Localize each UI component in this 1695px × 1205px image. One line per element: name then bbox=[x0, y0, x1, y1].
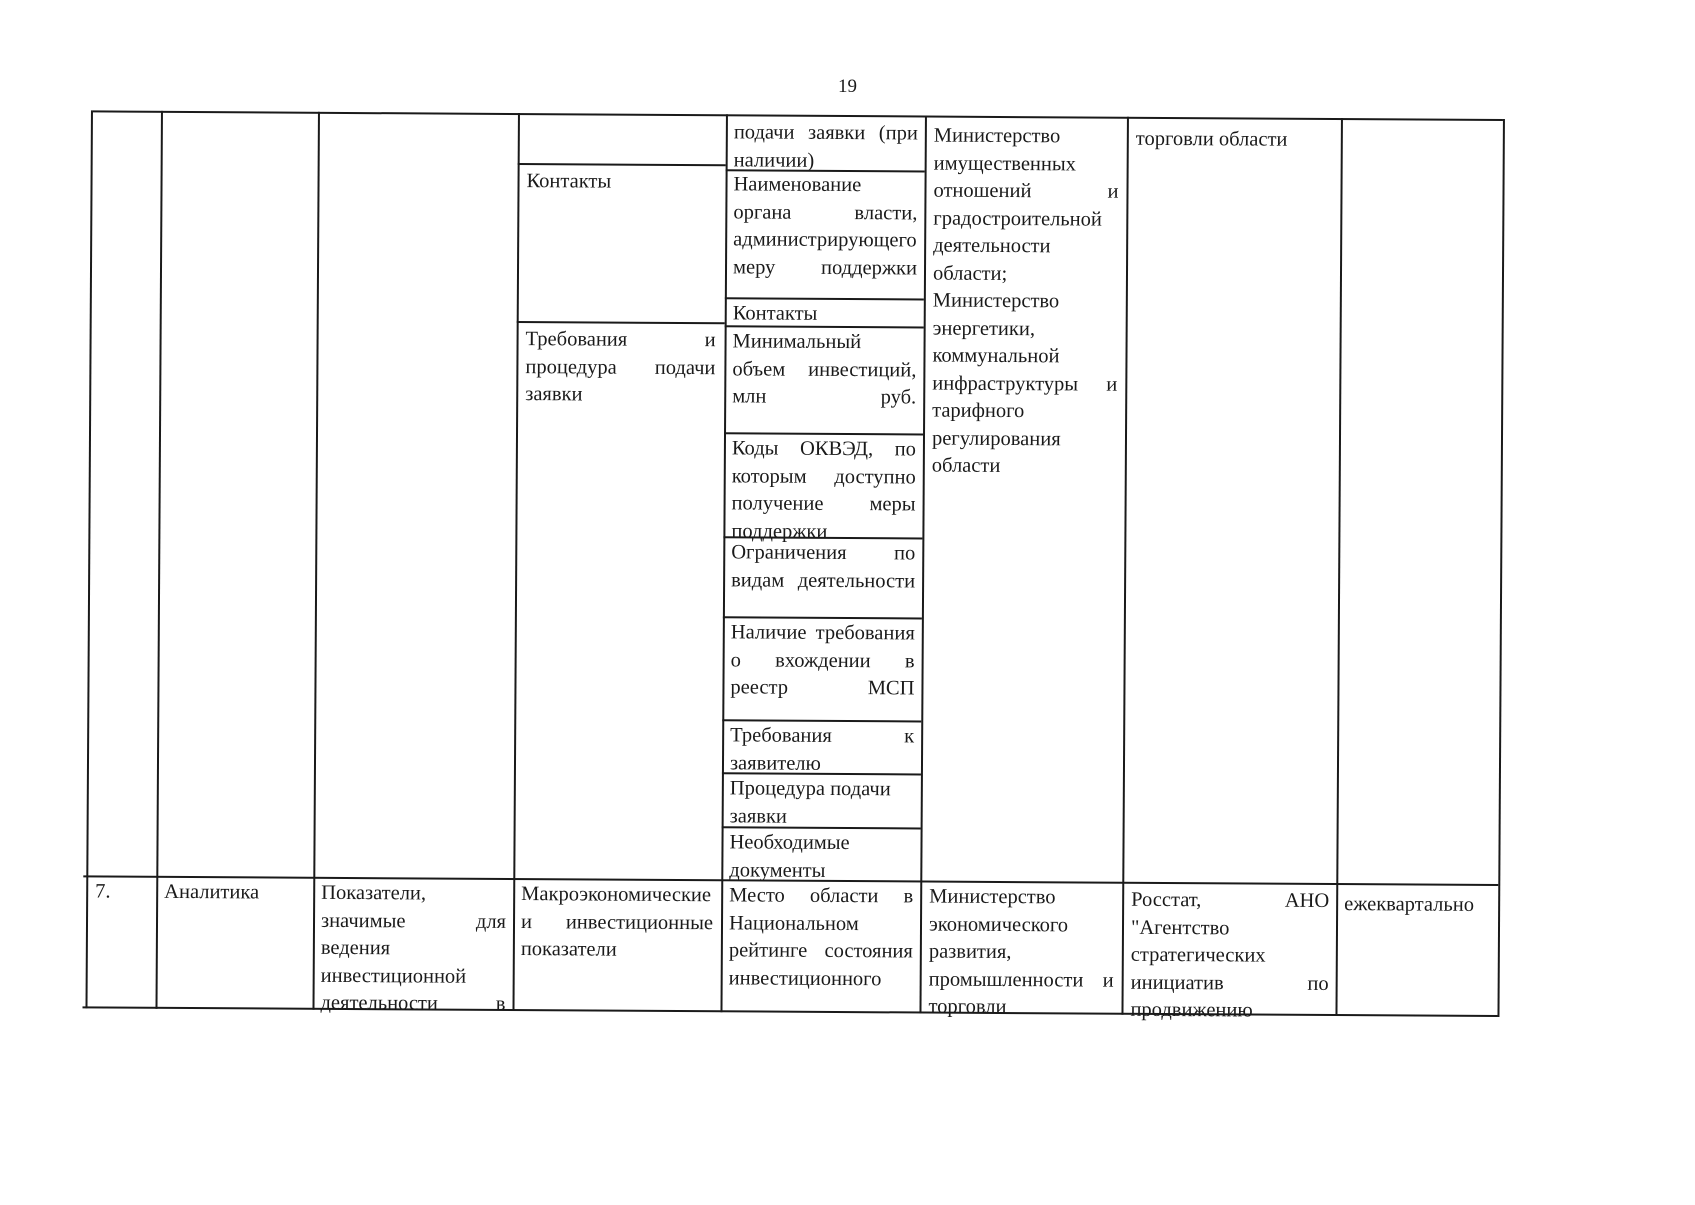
row-item: Место области в Национальном рейтинге состояния инвестиционного bbox=[728, 884, 914, 990]
col7-source: торговли области bbox=[1135, 127, 1288, 151]
col5-item-4: Коды ОКВЭД, по которым доступно получение меры поддержки bbox=[731, 437, 916, 543]
row-source: Росстат, АНО "Агентство стратегических инициатив по продвижению bbox=[1130, 888, 1330, 1022]
row-frequency: ежеквартально bbox=[1344, 893, 1475, 916]
col-border-1 bbox=[155, 111, 162, 1009]
col-border-8 bbox=[1497, 119, 1504, 1017]
col4-requirements bbox=[525, 326, 716, 410]
col4-contacts: Контакты bbox=[526, 170, 612, 193]
col4-requirements-text: Требования и процедура подачи заявки bbox=[525, 328, 716, 406]
col-border-6 bbox=[1121, 117, 1128, 1015]
col5-item-7: Требования к заявителю bbox=[729, 724, 915, 775]
col5-item-8: Процедура подачи заявки bbox=[729, 777, 891, 828]
col-border-5 bbox=[919, 116, 926, 1014]
row-section: Аналитика bbox=[164, 880, 260, 904]
col-border-3 bbox=[512, 113, 519, 1011]
row-indicator: Показатели, значимые для ведения инвестиционной деятельности в bbox=[320, 881, 507, 1015]
row-responsible: Министерство экономического развития, промышленности и торговли bbox=[928, 885, 1114, 1019]
row-group: Макроэкономические и инвестиционные показатели bbox=[520, 883, 714, 961]
col4-divider-1 bbox=[518, 163, 726, 166]
col-border-4 bbox=[720, 114, 727, 1012]
col5-item-1: Наименование органа власти, администрирующего меру поддержки bbox=[732, 173, 918, 279]
col5-item-6: Наличие требования о вхождении в реестр МСП bbox=[730, 621, 915, 700]
page-number: 19 bbox=[838, 76, 857, 97]
col5-item-0: подачи заявки (при наличии) bbox=[733, 121, 918, 172]
col6-responsible: Министерство имущественных отношений и градостроительной деятельности области; Министерство энергетики, коммунальной инфраструктуры и тарифного регулирования области bbox=[931, 124, 1119, 477]
col5-item-9: Необходимые документы bbox=[729, 831, 850, 882]
col-border-2 bbox=[312, 112, 319, 1010]
col4-divider-2 bbox=[517, 321, 725, 324]
row-number: 7. bbox=[95, 880, 111, 903]
col5-item-2: Контакты bbox=[732, 302, 818, 325]
col-border-7 bbox=[1335, 118, 1342, 1016]
col5-item-5: Ограничения по видам деятельности bbox=[731, 541, 916, 592]
col5-item-3: Минимальный объем инвестиций, млн руб. bbox=[732, 330, 917, 409]
col-border-0 bbox=[85, 110, 92, 1008]
